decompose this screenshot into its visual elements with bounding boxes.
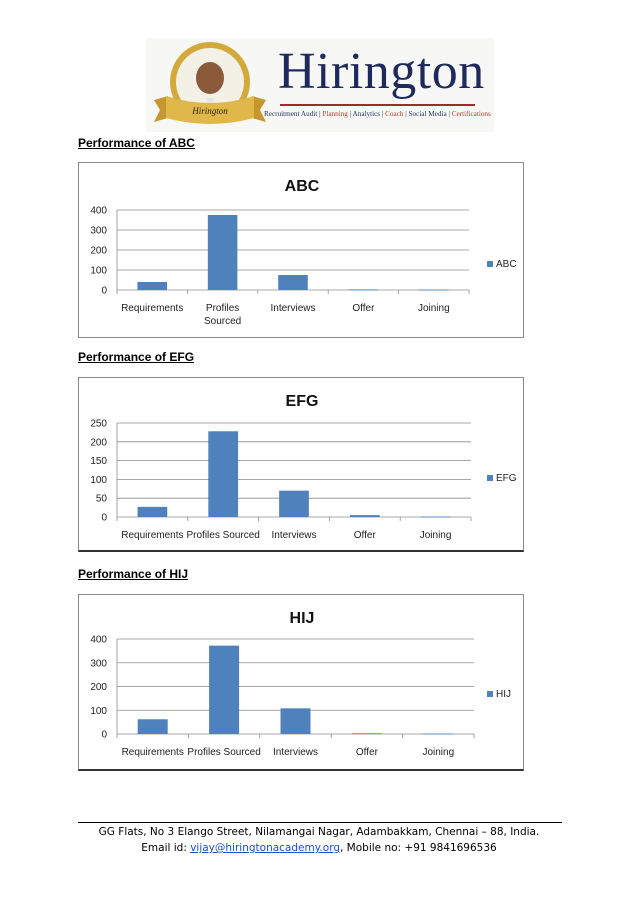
bar — [278, 275, 308, 290]
x-tick-label: Profiles — [205, 303, 240, 314]
y-tick-label: 300 — [90, 225, 107, 237]
legend-label: EFG — [496, 473, 517, 484]
y-tick-label: 0 — [101, 285, 107, 297]
y-tick-label: 0 — [101, 729, 107, 741]
x-tick-label: Offer — [352, 303, 375, 314]
company-logo — [146, 38, 494, 132]
bar — [421, 517, 451, 518]
logo-tagline-segment: | Social Media | — [403, 110, 452, 118]
bar — [350, 515, 380, 517]
footer-email-link[interactable]: vijay@hiringtonacademy.org — [190, 842, 340, 854]
x-tick-label: Interviews — [271, 530, 317, 541]
bar — [138, 507, 168, 517]
footer-email-label: Email id: — [141, 842, 191, 854]
legend-label: ABC — [496, 259, 517, 270]
x-tick-label: Sourced — [203, 316, 242, 327]
bar — [419, 290, 449, 291]
logo-tagline-segment: Planning — [322, 110, 348, 118]
chart-title: ABC — [284, 178, 320, 195]
bar — [279, 491, 309, 517]
y-tick-label: 100 — [90, 474, 107, 486]
chart-title: EFG — [285, 393, 319, 410]
chart-hij — [78, 594, 524, 771]
x-tick-label: Joining — [417, 303, 450, 314]
logo-tagline-segment: Certifications — [451, 110, 491, 118]
y-tick-label: 200 — [90, 437, 107, 449]
y-tick-label: 400 — [90, 205, 107, 217]
x-tick-label: Joining — [422, 747, 455, 758]
footer-mobile: , Mobile no: +91 9841696536 — [340, 842, 497, 854]
y-tick-label: 100 — [90, 705, 107, 717]
x-tick-label: Interviews — [270, 303, 316, 314]
logo-ribbon-text: Hirington — [192, 106, 228, 116]
x-tick-label: Requirements — [121, 747, 184, 758]
bar — [352, 733, 382, 734]
bar — [138, 719, 168, 734]
logo-tagline — [264, 110, 491, 118]
legend-label: HIJ — [496, 689, 511, 700]
section-heading-efg: Performance of EFG — [78, 350, 195, 364]
y-tick-label: 200 — [90, 245, 107, 257]
y-tick-label: 300 — [90, 658, 107, 670]
legend-swatch — [487, 691, 493, 697]
bar — [137, 282, 167, 290]
y-tick-label: 100 — [90, 265, 107, 277]
bar — [209, 646, 239, 734]
footer-contact — [0, 842, 638, 854]
y-tick-label: 200 — [90, 682, 107, 693]
chart-efg — [78, 377, 524, 552]
bar — [281, 708, 311, 734]
chart-svg — [79, 378, 525, 553]
y-tick-label: 0 — [101, 512, 107, 524]
section-heading-abc: Performance of ABC — [78, 136, 195, 150]
x-tick-label: Profiles Sourced — [187, 747, 261, 758]
legend-swatch — [487, 261, 493, 267]
section-heading-hij: Performance of HIJ — [78, 567, 189, 581]
x-tick-label: Offer — [355, 747, 378, 758]
logo-tagline-segment: Recruitment Audit | — [264, 110, 323, 118]
y-tick-label: 50 — [95, 493, 107, 505]
chart-abc — [78, 162, 524, 338]
x-tick-label: Profiles Sourced — [186, 530, 260, 541]
y-tick-label: 150 — [90, 456, 107, 468]
x-tick-label: Interviews — [272, 747, 319, 758]
x-tick-label: Offer — [353, 530, 376, 541]
y-tick-label: 250 — [90, 418, 107, 430]
legend-swatch — [487, 475, 493, 481]
logo-divider — [280, 104, 475, 106]
footer-divider — [78, 822, 562, 823]
bar — [208, 215, 238, 290]
chart-title: HIJ — [289, 610, 315, 627]
chart-svg — [79, 595, 525, 772]
bar — [208, 431, 238, 517]
chart-svg — [79, 163, 525, 339]
footer-address: GG Flats, No 3 Elango Street, Nilamangai Nagar, Adambakkam, Chennai – 88, India. — [98, 826, 540, 838]
x-tick-label: Requirements — [121, 530, 184, 541]
x-tick-label: Joining — [419, 530, 452, 541]
y-tick-label: 400 — [90, 634, 107, 646]
x-tick-label: Requirements — [121, 303, 184, 314]
bar — [423, 734, 453, 735]
logo-tagline-segment: Coach — [385, 110, 404, 118]
bar — [349, 289, 379, 290]
logo-tagline-segment: | Analytics | — [347, 110, 386, 118]
logo-brand-name: Hirington — [278, 43, 485, 100]
